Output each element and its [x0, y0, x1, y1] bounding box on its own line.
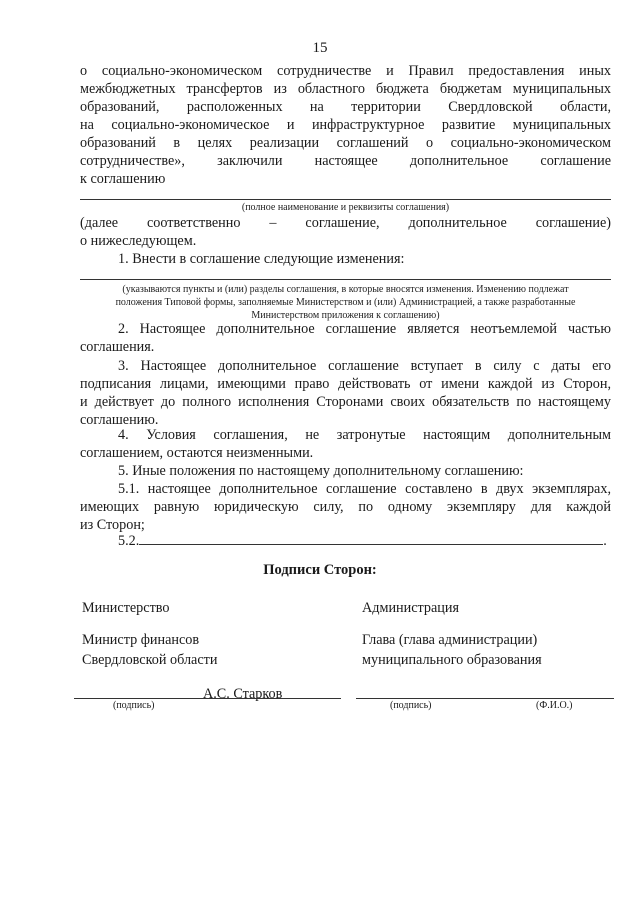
left-position — [82, 630, 217, 670]
item-4-line: соглашением, остаются неизменными. — [80, 445, 314, 461]
left-signer-name: А.С. Старков — [203, 686, 283, 702]
item-5-2-end: . — [603, 533, 607, 549]
item-5 — [80, 462, 611, 480]
right-position — [362, 630, 542, 670]
after-caption-paragraph — [80, 214, 611, 250]
item-3-line: и действует до полного исполнения Сторонами своих обязательств по настоящему — [80, 394, 611, 410]
item-5-1-line: имеющих равную юридическую силу, по одному экземпляру для каждой — [80, 499, 611, 515]
item-3-line: соглашению. — [80, 412, 159, 428]
intro-line: к соглашению — [80, 171, 166, 187]
changes-caption — [80, 283, 611, 322]
right-party: Администрация — [362, 600, 459, 616]
intro-line: образований в целях реализации соглашений о социально-экономическом — [80, 135, 611, 151]
item-5-1 — [80, 480, 611, 534]
item-4-line: 4. Условия соглашения, не затронутые настоящим дополнительным — [118, 427, 611, 443]
intro-paragraph — [80, 62, 611, 188]
item-3-line: 3. Настоящее дополнительное соглашение вступает в силу с даты его — [118, 358, 611, 374]
right-signature-line — [356, 698, 614, 699]
caption-line: положения Типовой формы, заполняемые Министерством и (или) Администрацией, а также разработанные — [115, 297, 576, 308]
item-1-text: 1. Внести в соглашение следующие изменения: — [118, 251, 405, 267]
intro-line: сотрудничестве», заключили настоящее дополнительное соглашение — [80, 153, 611, 169]
caption-line: Министерством приложения к соглашению) — [251, 310, 440, 321]
signatures-heading: Подписи Сторон: — [263, 562, 377, 578]
agreement-caption: (полное наименование и реквизиты соглашения) — [241, 202, 450, 213]
caption-line: (указываются пункты и (или) разделы соглашения, в которые вносятся изменения. Изменению подлежат — [122, 284, 569, 295]
item-5-2-blank-line — [139, 530, 603, 545]
item-1 — [80, 250, 611, 268]
intro-line: на социально-экономическое и инфраструктурное развитие муниципальных — [80, 117, 611, 133]
text-line: о нижеследующем. — [80, 233, 197, 249]
item-5-1-line: 5.1. настоящее дополнительное соглашение составлено в двух экземплярах, — [118, 481, 611, 497]
intro-line: межбюджетных трансфертов из областного бюджета бюджетам муниципальных — [80, 81, 611, 97]
left-position-line: Министр финансов — [82, 632, 200, 648]
changes-line — [80, 279, 611, 280]
item-2-line: 2. Настоящее дополнительное соглашение является неотъемлемой частью — [118, 321, 611, 337]
left-signature-line — [74, 698, 341, 699]
intro-line: образований, расположенных на территории Свердловской области, — [80, 99, 611, 115]
item-2 — [80, 320, 611, 356]
item-5-text: 5. Иные положения по настоящему дополнительному соглашению: — [118, 463, 524, 479]
item-5-2-label: 5.2. — [118, 533, 140, 549]
item-5-2 — [80, 530, 611, 550]
left-signature-caption: (подпись) — [113, 700, 155, 711]
item-5-1-line: из Сторон; — [80, 517, 145, 533]
page-number: 15 — [312, 40, 328, 56]
agreement-name-line — [80, 199, 611, 200]
right-position-line: муниципального образования — [362, 652, 542, 668]
left-position-line: Свердловской области — [82, 652, 218, 668]
right-position-line: Глава (глава администрации) — [362, 632, 538, 648]
left-party: Министерство — [82, 600, 170, 616]
right-signature-caption: (подпись) — [390, 700, 432, 711]
item-3 — [80, 357, 611, 429]
item-3-line: подписания лицами, имеющими право действовать от имени каждой из Сторон, — [80, 376, 611, 392]
item-4 — [80, 426, 611, 462]
item-2-line: соглашения. — [80, 339, 155, 355]
text-line: (далее соответственно – соглашение, дополнительное соглашение) — [80, 215, 611, 231]
intro-line: о социально-экономическом сотрудничестве и Правил предоставления иных — [80, 63, 611, 79]
fio-caption: (Ф.И.О.) — [536, 700, 573, 711]
